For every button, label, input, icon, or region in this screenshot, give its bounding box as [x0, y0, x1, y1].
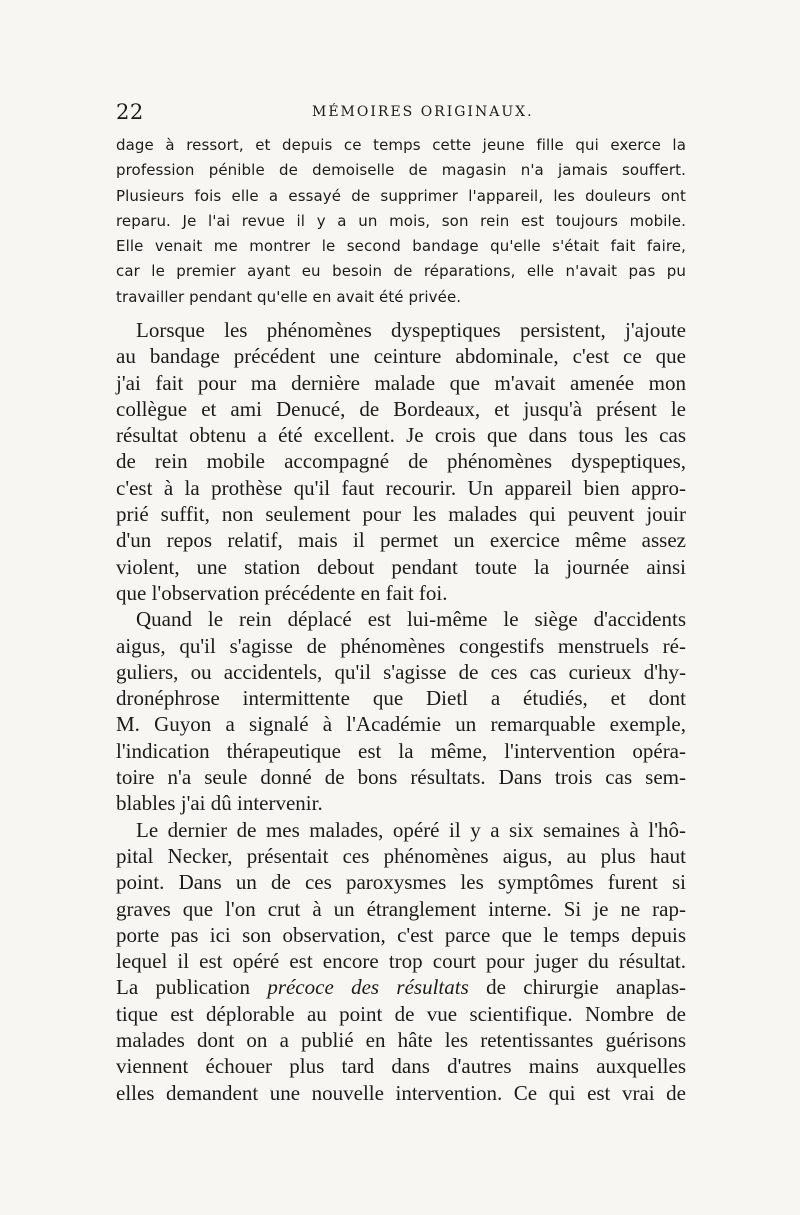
- text-line: tique est déplorable au point de vue scientifique. Nombre de: [116, 1001, 686, 1026]
- text-line: j'ai fait pour ma dernière malade que m'avait amenée mon: [116, 370, 686, 395]
- text-line: dronéphrose intermittente que Dietl a étudiés, et dont: [116, 686, 686, 711]
- text-line: M. Guyon a signalé à l'Académie un remarquable exemple,: [116, 712, 686, 737]
- text-line: violent, une station debout pendant toute la journée ainsi: [116, 554, 686, 579]
- page-header: [116, 100, 686, 126]
- text-line: collègue et ami Denucé, de Bordeaux, et jusqu'à présent le: [116, 396, 686, 421]
- text-line: point. Dans un de ces paroxysmes les symptômes furent si: [116, 870, 686, 895]
- text-line: Plusieurs fois elle a essayé de supprimer l'appareil, les douleurs ont: [116, 186, 686, 205]
- text-line: travailler pendant qu'elle en avait été privée.: [116, 287, 462, 306]
- text-line: Quand le rein déplacé est lui-même le siège d'accidents: [136, 607, 686, 632]
- text-line: graves que l'on crut à un étranglement interne. Si je ne rap-: [116, 896, 686, 921]
- text-line: d'un repos relatif, mais il permet un exercice même assez: [116, 528, 686, 553]
- text-line: elles demandent une nouvelle intervention. Ce qui est vrai de: [116, 1080, 686, 1105]
- text-segment: La publication: [116, 975, 250, 1000]
- text-line: résultat obtenu a été excellent. Je crois que dans tous les cas: [116, 423, 686, 448]
- text-line: de rein mobile accompagné de phénomènes dyspeptiques,: [116, 449, 686, 474]
- text-line: car le premier ayant eu besoin de réparations, elle n'avait pas pu: [116, 262, 686, 281]
- text-line: [116, 974, 686, 1000]
- text-line: c'est à la prothèse qu'il faut recourir. Un appareil bien appro-: [116, 475, 686, 500]
- text-line: porte pas ici son observation, c'est parce que le temps depuis: [116, 922, 686, 947]
- text-segment: de chirurgie anaplas-: [486, 975, 686, 1000]
- text-line: aigus, qu'il s'agisse de phénomènes congestifs menstruels ré-: [116, 633, 686, 658]
- text-line: Le dernier de mes malades, opéré il y a six semaines à l'hô-: [136, 817, 686, 842]
- case-report-paragraph: [116, 133, 686, 310]
- text-line: toire n'a seule donné de bons résultats. Dans trois cas sem-: [116, 765, 686, 790]
- text-line: blables j'ai dû intervenir.: [116, 791, 323, 816]
- text-line: guliers, ou accidentels, qu'il s'agisse de ces cas curieux d'hy-: [116, 659, 686, 684]
- text-line: pital Necker, présentait ces phénomènes aigus, au plus haut: [116, 843, 686, 868]
- text-line: malades dont on a publié en hâte les retentissantes guérisons: [116, 1028, 686, 1053]
- body-text: [116, 317, 686, 1106]
- text-line: lequel il est opéré est encore trop court pour juger du résultat.: [116, 949, 686, 974]
- text-line: Elle venait me montrer le second bandage qu'elle s'était fait faire,: [116, 237, 686, 256]
- text-line: prié suffit, non seulement pour les malades qui peuvent jouir: [116, 502, 686, 527]
- text-line: profession pénible de demoiselle de magasin n'a jamais souffert.: [116, 161, 686, 180]
- text-line: au bandage précédent une ceinture abdominale, c'est ce que: [116, 344, 686, 369]
- text-line: reparu. Je l'ai revue il y a un mois, son rein est toujours mobile.: [116, 211, 686, 230]
- text-line: viennent échouer plus tard dans d'autres mains auxquelles: [116, 1054, 686, 1079]
- running-head: MÉMOIRES ORIGINAUX.: [312, 104, 534, 120]
- text-line: dage à ressort, et depuis ce temps cette jeune fille qui exerce la: [116, 136, 686, 154]
- text-line: Lorsque les phénomènes dyspeptiques persistent, j'ajoute: [136, 318, 686, 342]
- italic-phrase: précoce des résultats: [267, 975, 469, 1000]
- text-line: que l'observation précédente en fait foi.: [116, 580, 448, 605]
- text-line: l'indication thérapeutique est la même, l'intervention opéra-: [116, 738, 686, 763]
- page-number: 22: [116, 100, 144, 124]
